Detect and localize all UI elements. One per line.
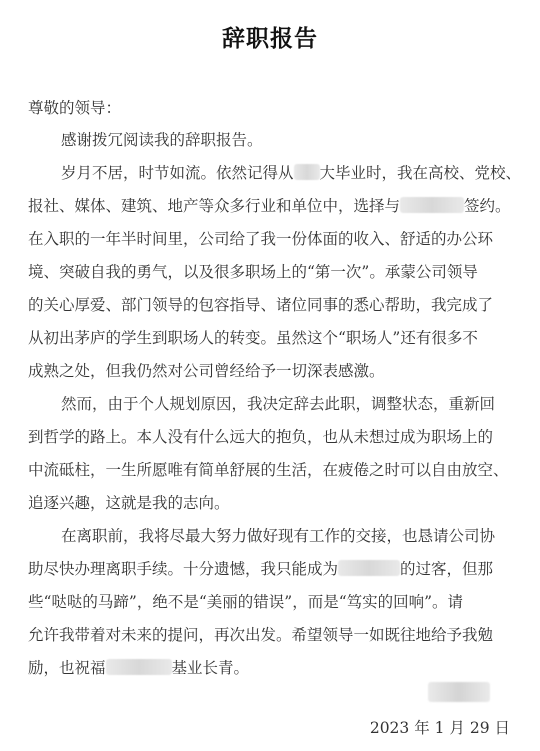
- paragraph-4-line-4: 允许我带着对未来的提问，再次出发。希望领导一如既往地给予我勉: [28, 626, 494, 644]
- paragraph-2-line-3: 在入职的一年半时间里，公司给了我一份体面的收入、舒适的办公环: [28, 230, 494, 248]
- paragraph-4-line-2: 助尽快办理离职手续。十分遗憾，我只能成为 的过客，但那: [28, 560, 494, 578]
- paragraph-3-line-2: 到哲学的路上。本人没有什么远大的抱负，也从未想过成为职场上的: [28, 428, 494, 446]
- letter-date: 2023 年 1 月 29 日: [369, 719, 510, 737]
- paragraph-4-line-1: 在离职前，我将尽最大努力做好现有工作的交接，也恳请公司协: [61, 527, 496, 545]
- paragraph-2-line-1: 岁月不居，时节如流。依然记得从 大毕业时，我在高校、党校、: [61, 164, 522, 182]
- paragraph-4-line-3: 些“哒哒的马蹄”，绝不是“美丽的错误”，而是“笃实的回响”。请: [28, 593, 464, 611]
- paragraph-3-line-3: 中流砥柱，一生所愿唯有简单舒展的生活，在疲倦之时可以自由放空、: [28, 461, 509, 479]
- paragraph-2-line-2: 报社、媒体、建筑、地产等众多行业和单位中，选择与 签约。: [28, 197, 511, 215]
- paragraph-1: 感谢拨冗阅读我的辞职报告。: [61, 131, 263, 149]
- redacted-company: [338, 560, 400, 576]
- paragraph-2-line-7: 成熟之处，但我仍然对公司曾经给予一切深表感激。: [28, 362, 385, 380]
- paragraph-2-line-5: 的关心厚爱、部门领导的包容指导、诸位同事的悉心帮助，我完成了: [28, 296, 494, 314]
- paragraph-2-line-4: 境、突破自我的勇气，以及很多职场上的“第一次”。承蒙公司领导: [28, 263, 478, 281]
- salutation: 尊敬的领导：: [28, 99, 122, 117]
- redacted-company: [400, 197, 464, 213]
- paragraph-4-line-5: 励，也祝福 基业长青。: [28, 659, 250, 677]
- document-title: 辞职报告: [222, 26, 318, 52]
- paragraph-3-line-4: 追逐兴趣，这就是我的志向。: [28, 494, 230, 512]
- redacted-signature: [428, 682, 490, 702]
- paragraph-3-line-1: 然而，由于个人规划原因，我决定辞去此职，调整状态，重新回: [61, 395, 496, 413]
- redacted-university: [294, 164, 320, 180]
- redacted-company: [106, 659, 172, 675]
- paragraph-2-line-6: 从初出茅庐的学生到职场人的转变。虽然这个“职场人”还有很多不: [28, 329, 478, 347]
